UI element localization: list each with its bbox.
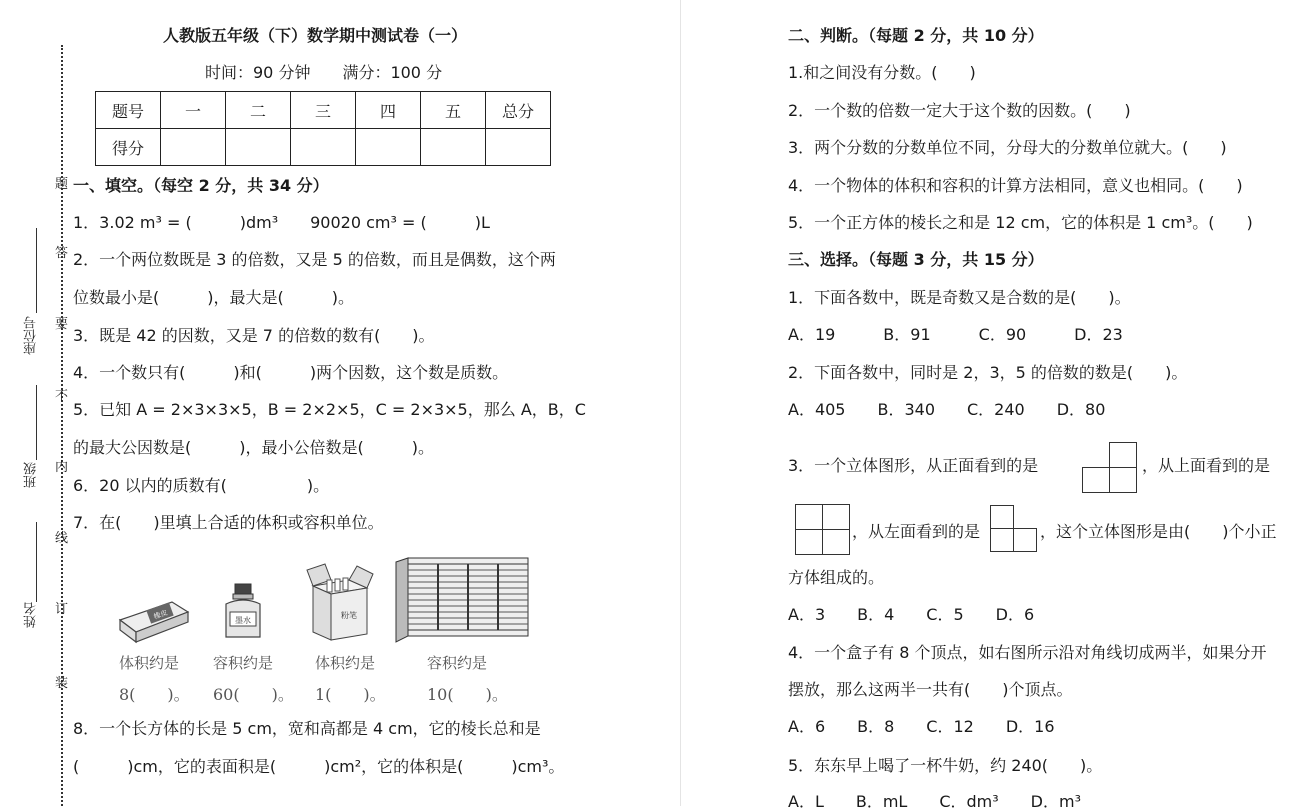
seat-number-line — [36, 228, 37, 313]
score-input-cell[interactable] — [486, 129, 551, 166]
s1-question-1: 1．3.02 m³ = ( )dm³ 90020 cm³ = ( )L — [73, 213, 490, 232]
top-view-cell — [795, 529, 823, 555]
table-cell: 五 — [421, 92, 486, 129]
s3-question-3-part1: 3．一个立体图形，从正面看到的是 — [788, 456, 1039, 475]
top-view-cell — [795, 504, 823, 530]
q7-caption-4: 容积约是 — [427, 654, 488, 672]
s1-question-5-line2: 的最大公因数是( )，最小公倍数是( )。 — [73, 438, 434, 457]
s1-question-2-line1: 2．一个两位数既是 3 的倍数，又是 5 的倍数，而且是偶数，这个两 — [73, 250, 556, 269]
page-divider — [680, 0, 681, 806]
chalk-box-illustration — [305, 562, 375, 644]
left-view-cell — [990, 528, 1014, 552]
score-table-score-row — [96, 129, 551, 166]
s3-question-3-part4: ，这个立体图形是由( )个小正 — [1040, 522, 1277, 541]
s2-item-2: 2．一个数的倍数一定大于这个数的因数。( ) — [788, 101, 1131, 120]
q7-caption-3: 体积约是 — [315, 654, 376, 672]
margin-char-8: 装 — [55, 676, 69, 691]
s3-question-2-options: A．405 B．340 C．240 D．80 — [788, 400, 1106, 419]
s3-question-1: 1．下面各数中，既是奇数又是合数的是( )。 — [788, 288, 1131, 307]
eraser-illustration — [112, 590, 194, 646]
margin-char-4: 不 — [55, 389, 69, 404]
margin-char-5: 内 — [55, 460, 69, 475]
exam-time-info: 时间：90 分钟 满分：100 分 — [205, 63, 443, 82]
top-view-cell — [822, 504, 850, 530]
table-cell: 得分 — [96, 129, 161, 166]
table-cell: 总分 — [486, 92, 551, 129]
margin-char-6: 线 — [55, 531, 69, 546]
front-view-cell — [1082, 467, 1110, 493]
s3-question-4-line2: 摆放，那么这两半一共有( )个顶点。 — [788, 680, 1073, 699]
margin-char-7: 订 — [55, 602, 69, 617]
margin-char-1: 题 — [55, 177, 69, 192]
name-line — [36, 522, 37, 602]
s2-item-3: 3．两个分数的分数单位不同，分母大的分数单位就大。( ) — [788, 138, 1227, 157]
class-label: 班级 — [24, 462, 39, 488]
s3-question-3-options: A．3 B．4 C．5 D．6 — [788, 605, 1035, 624]
chalk-box-label: 粉笔 — [341, 611, 357, 620]
score-input-cell[interactable] — [356, 129, 421, 166]
table-cell: 一 — [161, 92, 226, 129]
score-input-cell[interactable] — [226, 129, 291, 166]
s1-question-8-line1: 8．一个长方体的长是 5 cm，宽和高都是 4 cm，它的棱长总和是 — [73, 719, 541, 738]
section3-heading: 三、选择。（每题 3 分，共 15 分） — [788, 250, 1044, 269]
front-view-cell — [1109, 467, 1137, 493]
left-view-cell — [990, 505, 1014, 529]
name-label: 姓名 — [24, 602, 39, 628]
s1-question-2-line2: 位数最小是( )，最大是( )。 — [73, 288, 354, 307]
score-table-header-row — [96, 92, 551, 129]
s3-question-5-options: A．L B．mL C．dm³ D．m³ — [788, 792, 1081, 811]
q7-blank-4: 10( )。 — [427, 685, 508, 704]
container-illustration — [390, 556, 532, 644]
s3-question-4-line1: 4．一个盒子有 8 个顶点，如右图所示沿对角线切成两半，如果分开 — [788, 643, 1267, 662]
q7-caption-2: 容积约是 — [213, 654, 274, 672]
exam-title: 人教版五年级（下）数学期中测试卷（一） — [163, 26, 468, 45]
s1-question-7: 7．在( )里填上合适的体积或容积单位。 — [73, 513, 384, 532]
table-cell: 二 — [226, 92, 291, 129]
s3-question-5: 5．东东早上喝了一杯牛奶，约 240( )。 — [788, 756, 1103, 775]
table-cell: 三 — [291, 92, 356, 129]
seat-number-label: 座位号 — [24, 316, 39, 355]
margin-char-3: 要 — [55, 317, 69, 332]
eraser-label: 橡皮 — [152, 608, 169, 622]
s1-question-5-line1: 5．已知 A = 2×3×3×5，B = 2×2×5，C = 2×3×5，那么 A，B，C — [73, 400, 586, 419]
q7-caption-1: 体积约是 — [119, 654, 180, 672]
s3-question-3-part3: ，从左面看到的是 — [852, 522, 981, 541]
score-input-cell[interactable] — [421, 129, 486, 166]
s1-question-8-line2: ( )cm，它的表面积是( )cm²，它的体积是( )cm³。 — [73, 757, 565, 776]
q7-blank-3: 1( )。 — [315, 685, 386, 704]
score-input-cell[interactable] — [291, 129, 356, 166]
left-view-cell — [1013, 528, 1037, 552]
top-view-cell — [822, 529, 850, 555]
section1-heading: 一、填空。（每空 2 分，共 34 分） — [73, 176, 329, 195]
front-view-cell — [1109, 442, 1137, 468]
s2-item-1: 1.和之间没有分数。( ) — [788, 63, 976, 82]
ink-bottle-illustration — [218, 582, 268, 642]
section2-heading: 二、判断。（每题 2 分，共 10 分） — [788, 26, 1044, 45]
binding-dotted-line — [61, 45, 63, 806]
ink-bottle-label: 墨水 — [235, 616, 251, 625]
q7-blank-2: 60( )。 — [213, 685, 294, 704]
table-cell: 题号 — [96, 92, 161, 129]
s1-question-4: 4．一个数只有( )和( )两个因数，这个数是质数。 — [73, 363, 509, 382]
s3-question-3-part5: 方体组成的。 — [788, 568, 885, 587]
score-table — [95, 91, 551, 166]
class-line — [36, 385, 37, 460]
s3-question-3-part2: ，从上面看到的是 — [1142, 456, 1271, 475]
s1-question-6: 6．20 以内的质数有( )。 — [73, 476, 330, 495]
s3-question-2: 2．下面各数中，同时是 2，3，5 的倍数的数是( )。 — [788, 363, 1188, 382]
s2-item-5: 5．一个正方体的棱长之和是 12 cm，它的体积是 1 cm³。( ) — [788, 213, 1253, 232]
s1-question-3: 3．既是 42 的因数，又是 7 的倍数的数有( )。 — [73, 326, 435, 345]
margin-char-2: 答 — [55, 246, 69, 261]
s3-question-4-options: A．6 B．8 C．12 D．16 — [788, 717, 1055, 736]
s3-question-1-options: A．19 B．91 C．90 D．23 — [788, 325, 1123, 344]
score-input-cell[interactable] — [161, 129, 226, 166]
table-cell: 四 — [356, 92, 421, 129]
q7-blank-1: 8( )。 — [119, 685, 190, 704]
s2-item-4: 4．一个物体的体积和容积的计算方法相同，意义也相同。( ) — [788, 176, 1243, 195]
